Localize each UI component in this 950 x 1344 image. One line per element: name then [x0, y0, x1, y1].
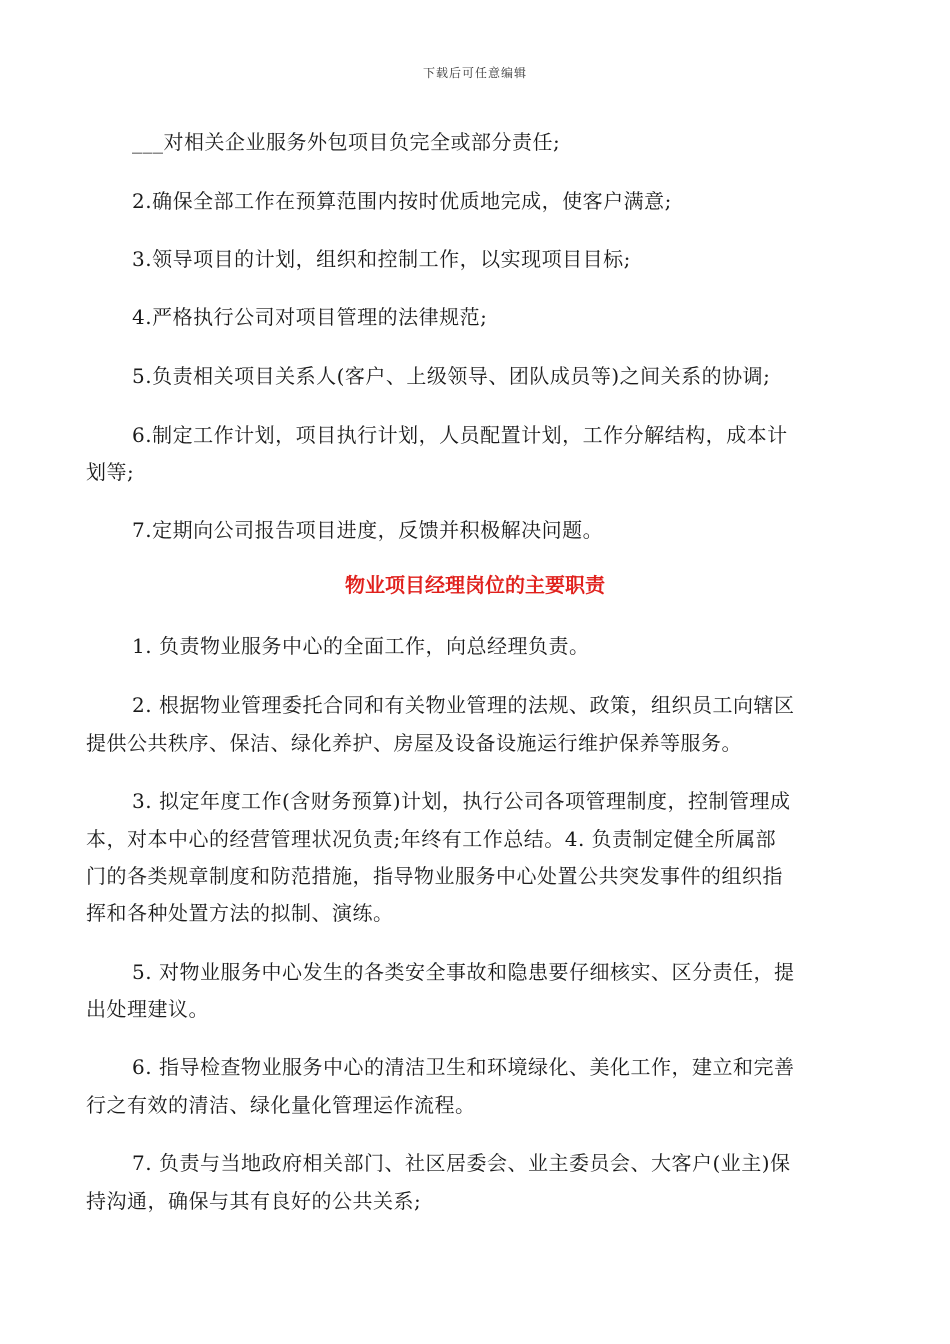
paragraph-line: 6. 指导检查物业服务中心的清洁卫生和环境绿化、美化工作，建立和完善 — [132, 1055, 795, 1079]
paragraph-line: 行之有效的清洁、绿化量化管理运作流程。 — [86, 1093, 476, 1117]
paragraph-line: 本，对本中心的经营管理状况负责;年终有工作总结。4. 负责制定健全所属部 — [86, 827, 777, 851]
header-note: 下载后可任意编辑 — [422, 66, 527, 80]
paragraph-line: 3. 拟定年度工作(含财务预算)计划，执行公司各项管理制度，控制管理成 — [132, 789, 791, 813]
paragraph-line: 挥和各种处置方法的拟制、演练。 — [86, 901, 394, 925]
list-item: 4.严格执行公司对项目管理的法律规范; — [132, 305, 488, 329]
list-item-line: 划等; — [86, 460, 135, 484]
paragraph-line: 门的各类规章制度和防范措施，指导物业服务中心处置公共突发事件的组织指 — [86, 864, 783, 888]
list-item: 2.确保全部工作在预算范围内按时优质地完成，使客户满意; — [132, 189, 672, 213]
paragraph-line: 2. 根据物业管理委托合同和有关物业管理的法规、政策，组织员工向辖区 — [132, 693, 795, 717]
list-item-line: 6.制定工作计划，项目执行计划，人员配置计划，工作分解结构，成本计 — [132, 423, 788, 447]
paragraph-line: 7. 负责与当地政府相关部门、社区居委会、业主委员会、大客户(业主)保 — [132, 1151, 791, 1175]
list-item: 7.定期向公司报告项目进度，反馈并积极解决问题。 — [132, 518, 604, 542]
paragraph-line: 1. 负责物业服务中心的全面工作，向总经理负责。 — [132, 634, 590, 658]
section-title: 物业项目经理岗位的主要职责 — [345, 573, 605, 597]
paragraph-line: 5. 对物业服务中心发生的各类安全事故和隐患要仔细核实、区分责任，提 — [132, 960, 795, 984]
list-item: ___对相关企业服务外包项目负完全或部分责任; — [132, 130, 561, 154]
paragraph-line: 持沟通，确保与其有良好的公共关系; — [86, 1189, 422, 1213]
paragraph-line: 提供公共秩序、保洁、绿化养护、房屋及设备设施运行维护保养等服务。 — [86, 731, 742, 755]
paragraph-line: 出处理建议。 — [86, 997, 209, 1021]
list-item: 3.领导项目的计划，组织和控制工作，以实现项目目标; — [132, 247, 631, 271]
list-item: 5.负责相关项目关系人(客户、上级领导、团队成员等)之间关系的协调; — [132, 364, 771, 388]
